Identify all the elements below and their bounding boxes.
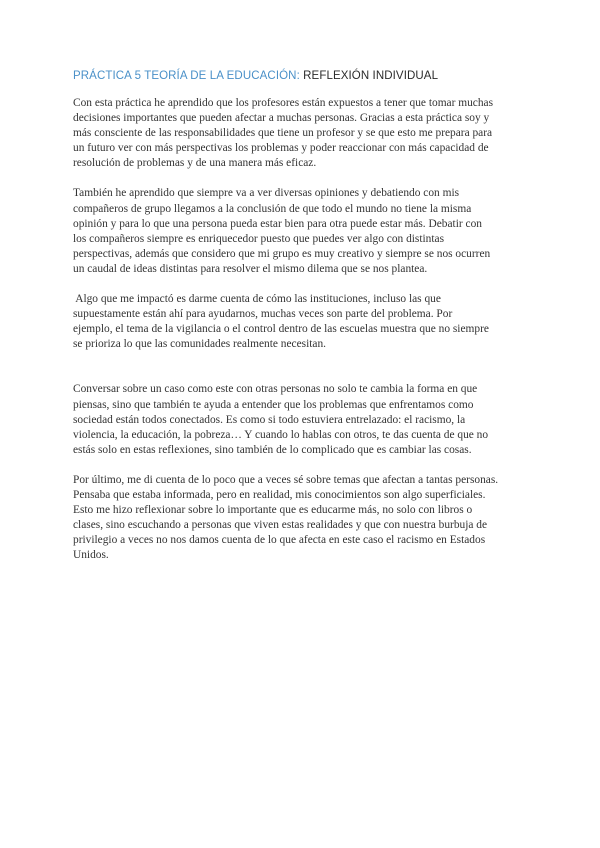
paragraph-3 bbox=[73, 292, 531, 352]
document-body bbox=[73, 96, 531, 563]
paragraph-line: resolución de problemas y de una manera más eficaz. bbox=[73, 157, 317, 170]
heading-course-title: PRÁCTICA 5 TEORÍA DE LA EDUCACIÓN: bbox=[73, 70, 300, 82]
paragraph-line: supuestamente están ahí para ayudarnos, muchas veces son parte del problema. Por bbox=[73, 308, 453, 321]
paragraph-line: sociedad están todos conectados. Es como si todo estuviera entrelazado: el racismo, la bbox=[73, 413, 466, 426]
paragraph-line: Unidos. bbox=[73, 549, 109, 562]
document-heading bbox=[73, 70, 543, 82]
paragraph-line: perspectivas, además que considero que mi grupo es muy creativo y siempre se nos ocurren bbox=[73, 247, 491, 260]
paragraph-line: más consciente de las responsabilidades que tiene un profesor y se que esto me prepara para bbox=[73, 127, 493, 140]
paragraph-line: Algo que me impactó es darme cuenta de cómo las instituciones, incluso las que bbox=[73, 293, 441, 306]
paragraph-2 bbox=[73, 186, 531, 277]
paragraph-line: decisiones importantes que pueden afectar a muchas personas. Gracias a esta práctica soy y bbox=[73, 112, 490, 125]
paragraph-1 bbox=[73, 96, 531, 171]
paragraph-5 bbox=[73, 473, 531, 564]
paragraph-line: compañeros de grupo llegamos a la conclusión de que todo el mundo no tiene la misma bbox=[73, 202, 472, 215]
paragraph-line: Pensaba que estaba informada, pero en realidad, mis conocimientos son algo superficiales. bbox=[73, 488, 486, 501]
paragraph-line: estás solo en estas reflexiones, sino también de lo complicado que es cambiar las cosas. bbox=[73, 443, 472, 456]
paragraph-line: Esto me hizo reflexionar sobre lo importante que es educarme más, no solo con libros o bbox=[73, 504, 473, 517]
paragraph-line: Con esta práctica he aprendido que los profesores están expuestos a tener que tomar muchas bbox=[73, 97, 494, 109]
paragraph-line: violencia, la educación, la pobreza… Y cuando lo hablas con otros, te das cuenta de que no bbox=[73, 428, 489, 441]
paragraph-line: los compañeros siempre es enriquecedor puesto que puedes ver algo con distintas bbox=[73, 232, 445, 245]
paragraph-line: También he aprendido que siempre va a ver diversas opiniones y debatiendo con mis bbox=[73, 187, 460, 200]
paragraph-line: ejemplo, el tema de la vigilancia o el control dentro de las escuelas muestra que no siempre bbox=[73, 323, 489, 336]
paragraph-line: opinión y para lo que una persona pueda estar bien para otra puede estar más. Debatir con bbox=[73, 217, 482, 230]
heading-subtitle: REFLEXIÓN INDIVIDUAL bbox=[299, 70, 439, 82]
paragraph-line: piensas, sino que también te ayuda a entender que los problemas que enfrentamos como bbox=[73, 398, 474, 411]
paragraph-4 bbox=[73, 382, 531, 457]
paragraph-line: Por último, me di cuenta de lo poco que a veces sé sobre temas que afectan a tantas personas. bbox=[73, 473, 499, 486]
paragraph-line: Conversar sobre un caso como este con otras personas no solo te cambia la forma en que bbox=[73, 383, 478, 396]
paragraph-line: un caudal de ideas distintas para resolver el mismo dilema que se nos plantea. bbox=[73, 262, 428, 275]
paragraph-line: un futuro ver con más perspectivas los problemas y poder reaccionar con más capacidad de bbox=[73, 142, 489, 155]
paragraph-line: privilegio a veces no nos damos cuenta de lo que afecta en este caso el racismo en Estados bbox=[73, 534, 486, 547]
paragraph-line: se prioriza lo que las comunidades realmente necesitan. bbox=[73, 338, 327, 351]
paragraph-line: clases, sino escuchando a personas que viven estas realidades y que con nuestra burbuja de bbox=[73, 519, 488, 532]
